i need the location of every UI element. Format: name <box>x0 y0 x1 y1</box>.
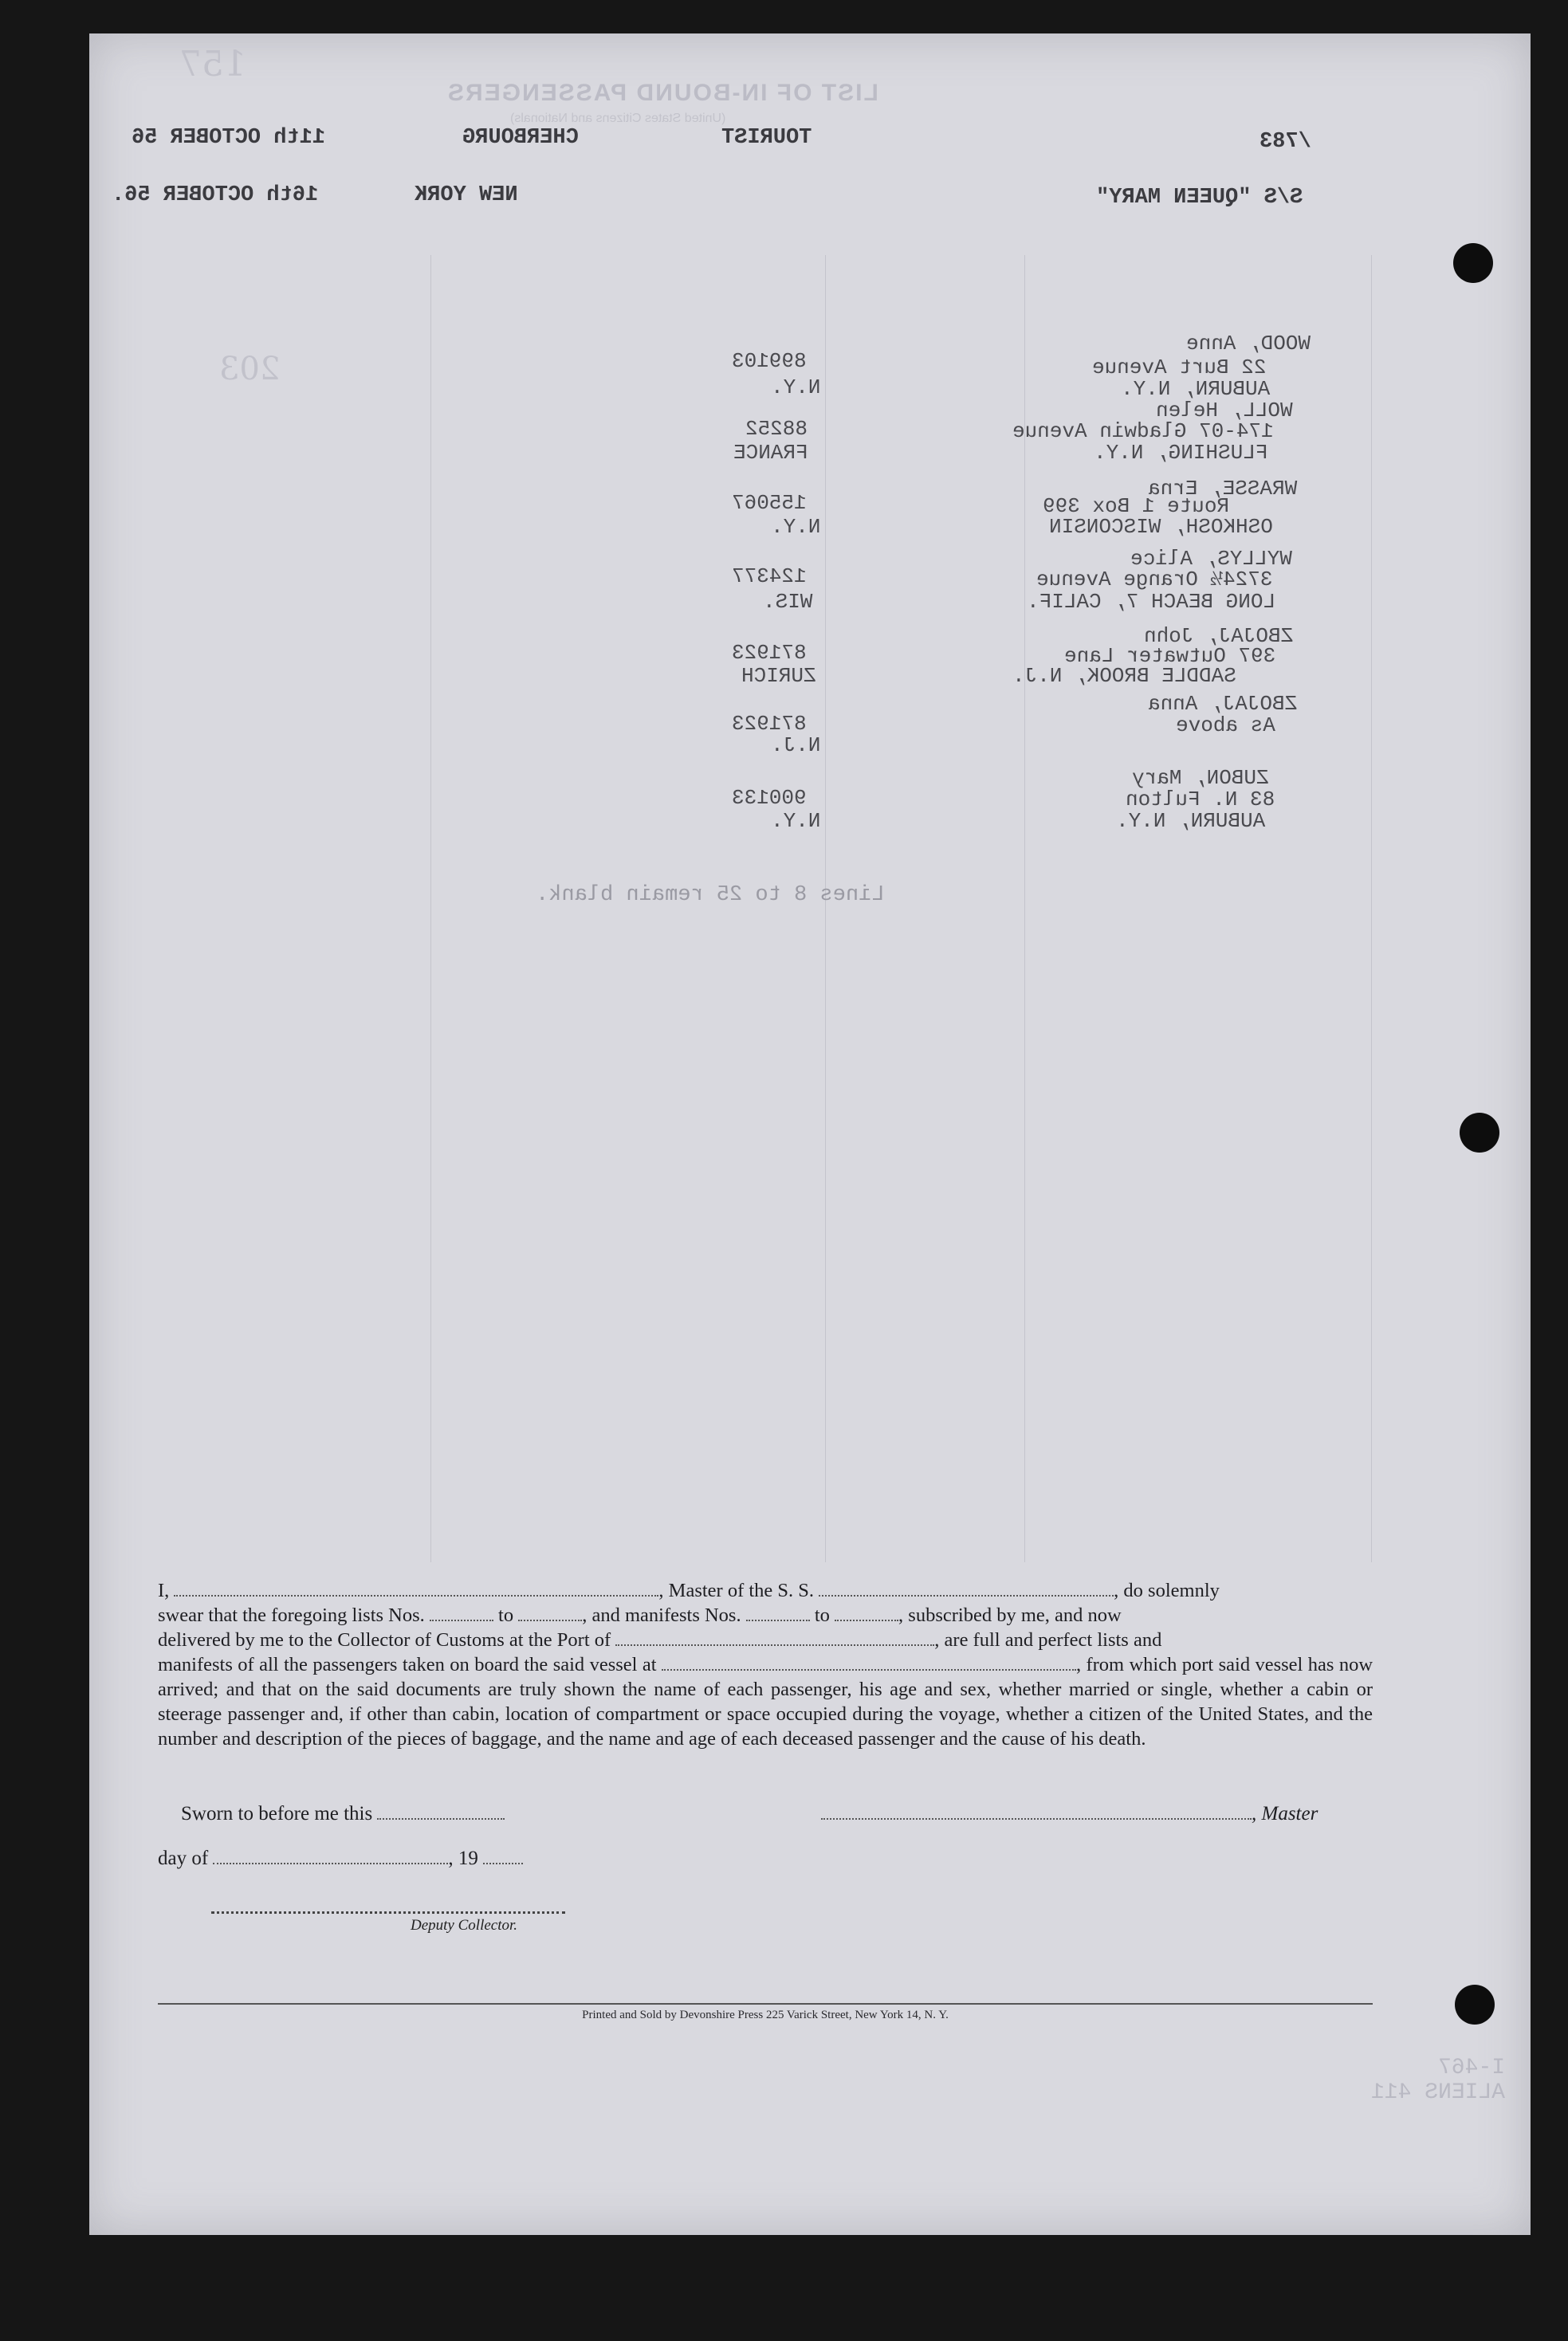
pencil-page-number: 157 <box>179 44 246 84</box>
printer-imprint: Printed and Sold by Devonshire Press 225 Varick Street, New York 14, N. Y. <box>582 2009 949 2021</box>
header-ship: S/S "QUEEN MARY" <box>1096 186 1303 210</box>
month-field[interactable] <box>213 1862 448 1864</box>
passport-issued: N.J. <box>771 733 821 757</box>
day-of-row <box>158 1848 523 1870</box>
faint-stamp <box>1371 2056 1505 2106</box>
passenger-address-line: As above <box>1176 713 1275 737</box>
blank-lines-note: Lines 8 to 25 remain blank. <box>536 883 885 907</box>
passenger-address-line: AUBURN, N.Y. <box>1121 377 1271 401</box>
ship-name-field[interactable] <box>819 1594 1114 1597</box>
master-label: , Master <box>1252 1803 1318 1824</box>
day-of-label: day of <box>158 1848 209 1869</box>
master-oath <box>158 1578 1373 1751</box>
oath-subscribed: , subscribed by me, and now <box>898 1605 1122 1626</box>
passport-issued: N.Y. <box>771 809 821 833</box>
passenger-address-line: 22 Burt Avenue <box>1092 355 1267 379</box>
stamp-line: I-467 <box>1438 2056 1506 2080</box>
port-field[interactable] <box>615 1644 934 1646</box>
header-arrival-date: 16th OCTOBER 56. <box>112 183 319 207</box>
passport-number: 900133 <box>732 786 807 810</box>
passenger-address-line: FLUSHING, N.Y. <box>1094 441 1268 465</box>
oath-to1: to <box>498 1605 514 1626</box>
passenger-name: ZUBON, Mary <box>1132 766 1269 790</box>
oath-manifests-of: manifests of all the passengers taken on board the said vessel at <box>158 1654 657 1675</box>
oath-full: , are full and perfect lists and <box>934 1629 1162 1651</box>
header-class: TOURIST <box>721 126 812 150</box>
passport-issued: N.Y. <box>771 515 821 539</box>
passport-issued: ZURICH <box>741 664 816 688</box>
column-rule <box>1371 255 1372 1562</box>
passport-number: 871923 <box>732 641 807 665</box>
passenger-address-line: 3724½ Orange Avenue <box>1036 568 1273 591</box>
ghost-form-subtitle: (United States Citizens and Nationals) <box>510 112 726 125</box>
footer-rule <box>158 2003 1373 2005</box>
sworn-label: Sworn to before me this <box>181 1803 373 1824</box>
ghost-form-title: LIST OF IN-BOUND PASSENGERS <box>446 80 878 106</box>
sworn-row <box>181 1803 505 1825</box>
sworn-day-field[interactable] <box>377 1817 505 1820</box>
header-arrival-port: NEW YORK <box>415 183 518 207</box>
passport-issued: WIS. <box>763 590 813 614</box>
header-line-number: /783 <box>1260 130 1311 154</box>
oath-manifests: , and manifests Nos. <box>582 1605 741 1626</box>
manifest-from-field[interactable] <box>746 1619 810 1621</box>
oath-master-of: , Master of the S. S. <box>658 1580 815 1601</box>
passport-issued: FRANCE <box>733 441 808 465</box>
oath-to2: to <box>814 1605 830 1626</box>
oath-i: I, <box>158 1580 170 1601</box>
passenger-address-line: SADDLE BROOK, N.J. <box>1012 664 1236 688</box>
list-from-field[interactable] <box>430 1619 493 1621</box>
oath-from-which: , from which <box>1075 1654 1177 1675</box>
passenger-name: WOLL, Helen <box>1156 399 1293 422</box>
passenger-name: WOOD, Anne <box>1186 332 1311 355</box>
punch-hole-middle <box>1460 1113 1499 1153</box>
oath-delivered: delivered by me to the Collector of Customs at the Port of <box>158 1629 611 1651</box>
list-to-field[interactable] <box>518 1619 582 1621</box>
passenger-address-line: Route 1 Box 399 <box>1043 494 1230 518</box>
passenger-name: WYLLYS, Alice <box>1130 547 1292 571</box>
passport-number: 155067 <box>732 491 807 515</box>
passenger-address-line: 174-07 Gladwin Avenue <box>1012 419 1274 443</box>
passport-number: 871923 <box>732 712 807 736</box>
passport-number: 124377 <box>732 564 807 588</box>
stamp-line: ALIENS 411 <box>1371 2080 1506 2105</box>
passenger-address-line: AUBURN, N.Y. <box>1116 809 1266 833</box>
passenger-address-line: OSHKOSH, WISCONSIN <box>1049 515 1273 539</box>
oath-solemnly: , do solemnly <box>1114 1580 1220 1601</box>
year-label: , 19 <box>448 1848 478 1869</box>
passport-number: 88252 <box>745 417 808 441</box>
deputy-signature-line[interactable] <box>211 1911 565 1914</box>
oath-swear: swear that the foregoing lists Nos. <box>158 1605 425 1626</box>
manifest-sheet <box>89 33 1531 2235</box>
header-departure-date: 11th OCTOBER 56 <box>132 126 326 150</box>
passport-issued: N.Y. <box>771 375 821 399</box>
master-name-field[interactable] <box>174 1594 658 1597</box>
oath-body: port said vessel has now arrived; and that on the said documents are truly shown the name of each passenger, his age and sex, whether married or single, whether a cabin or steerage passenger and, if other than cabin, location of compartment or space occupied during the voyage, whether a citizen of the United States, and the number and description of the pieces of baggage, and the name and age of each deceased passenger and the cause of his death. <box>158 1654 1373 1750</box>
passenger-address-line: 397 Outwater Lane <box>1064 644 1276 668</box>
passenger-name: ZBOJAJ, John <box>1144 624 1294 648</box>
manifest-to-field[interactable] <box>835 1619 898 1621</box>
pencil-mark: 203 <box>219 351 281 387</box>
column-rule <box>825 255 826 1562</box>
column-rule <box>430 255 431 1562</box>
deputy-collector-label: Deputy Collector. <box>411 1917 518 1934</box>
passenger-address-line: 83 N. Fulton <box>1126 788 1275 811</box>
passenger-name: ZBOJAJ, Anna <box>1148 692 1298 716</box>
header-departure-port: CHERBOURG <box>462 126 579 150</box>
punch-hole-top <box>1453 243 1493 283</box>
passenger-address-line: LONG BEACH 7, CALIF. <box>1027 590 1276 614</box>
master-signature-field[interactable] <box>821 1817 1252 1820</box>
passenger-name: WRASSE, Erna <box>1148 477 1298 501</box>
passport-number: 899103 <box>732 349 807 373</box>
master-signature-row <box>821 1803 1318 1825</box>
punch-hole-bottom <box>1455 1985 1495 2025</box>
column-rule <box>1024 255 1025 1562</box>
embark-port-field[interactable] <box>662 1668 1076 1671</box>
year-field[interactable] <box>483 1862 523 1864</box>
